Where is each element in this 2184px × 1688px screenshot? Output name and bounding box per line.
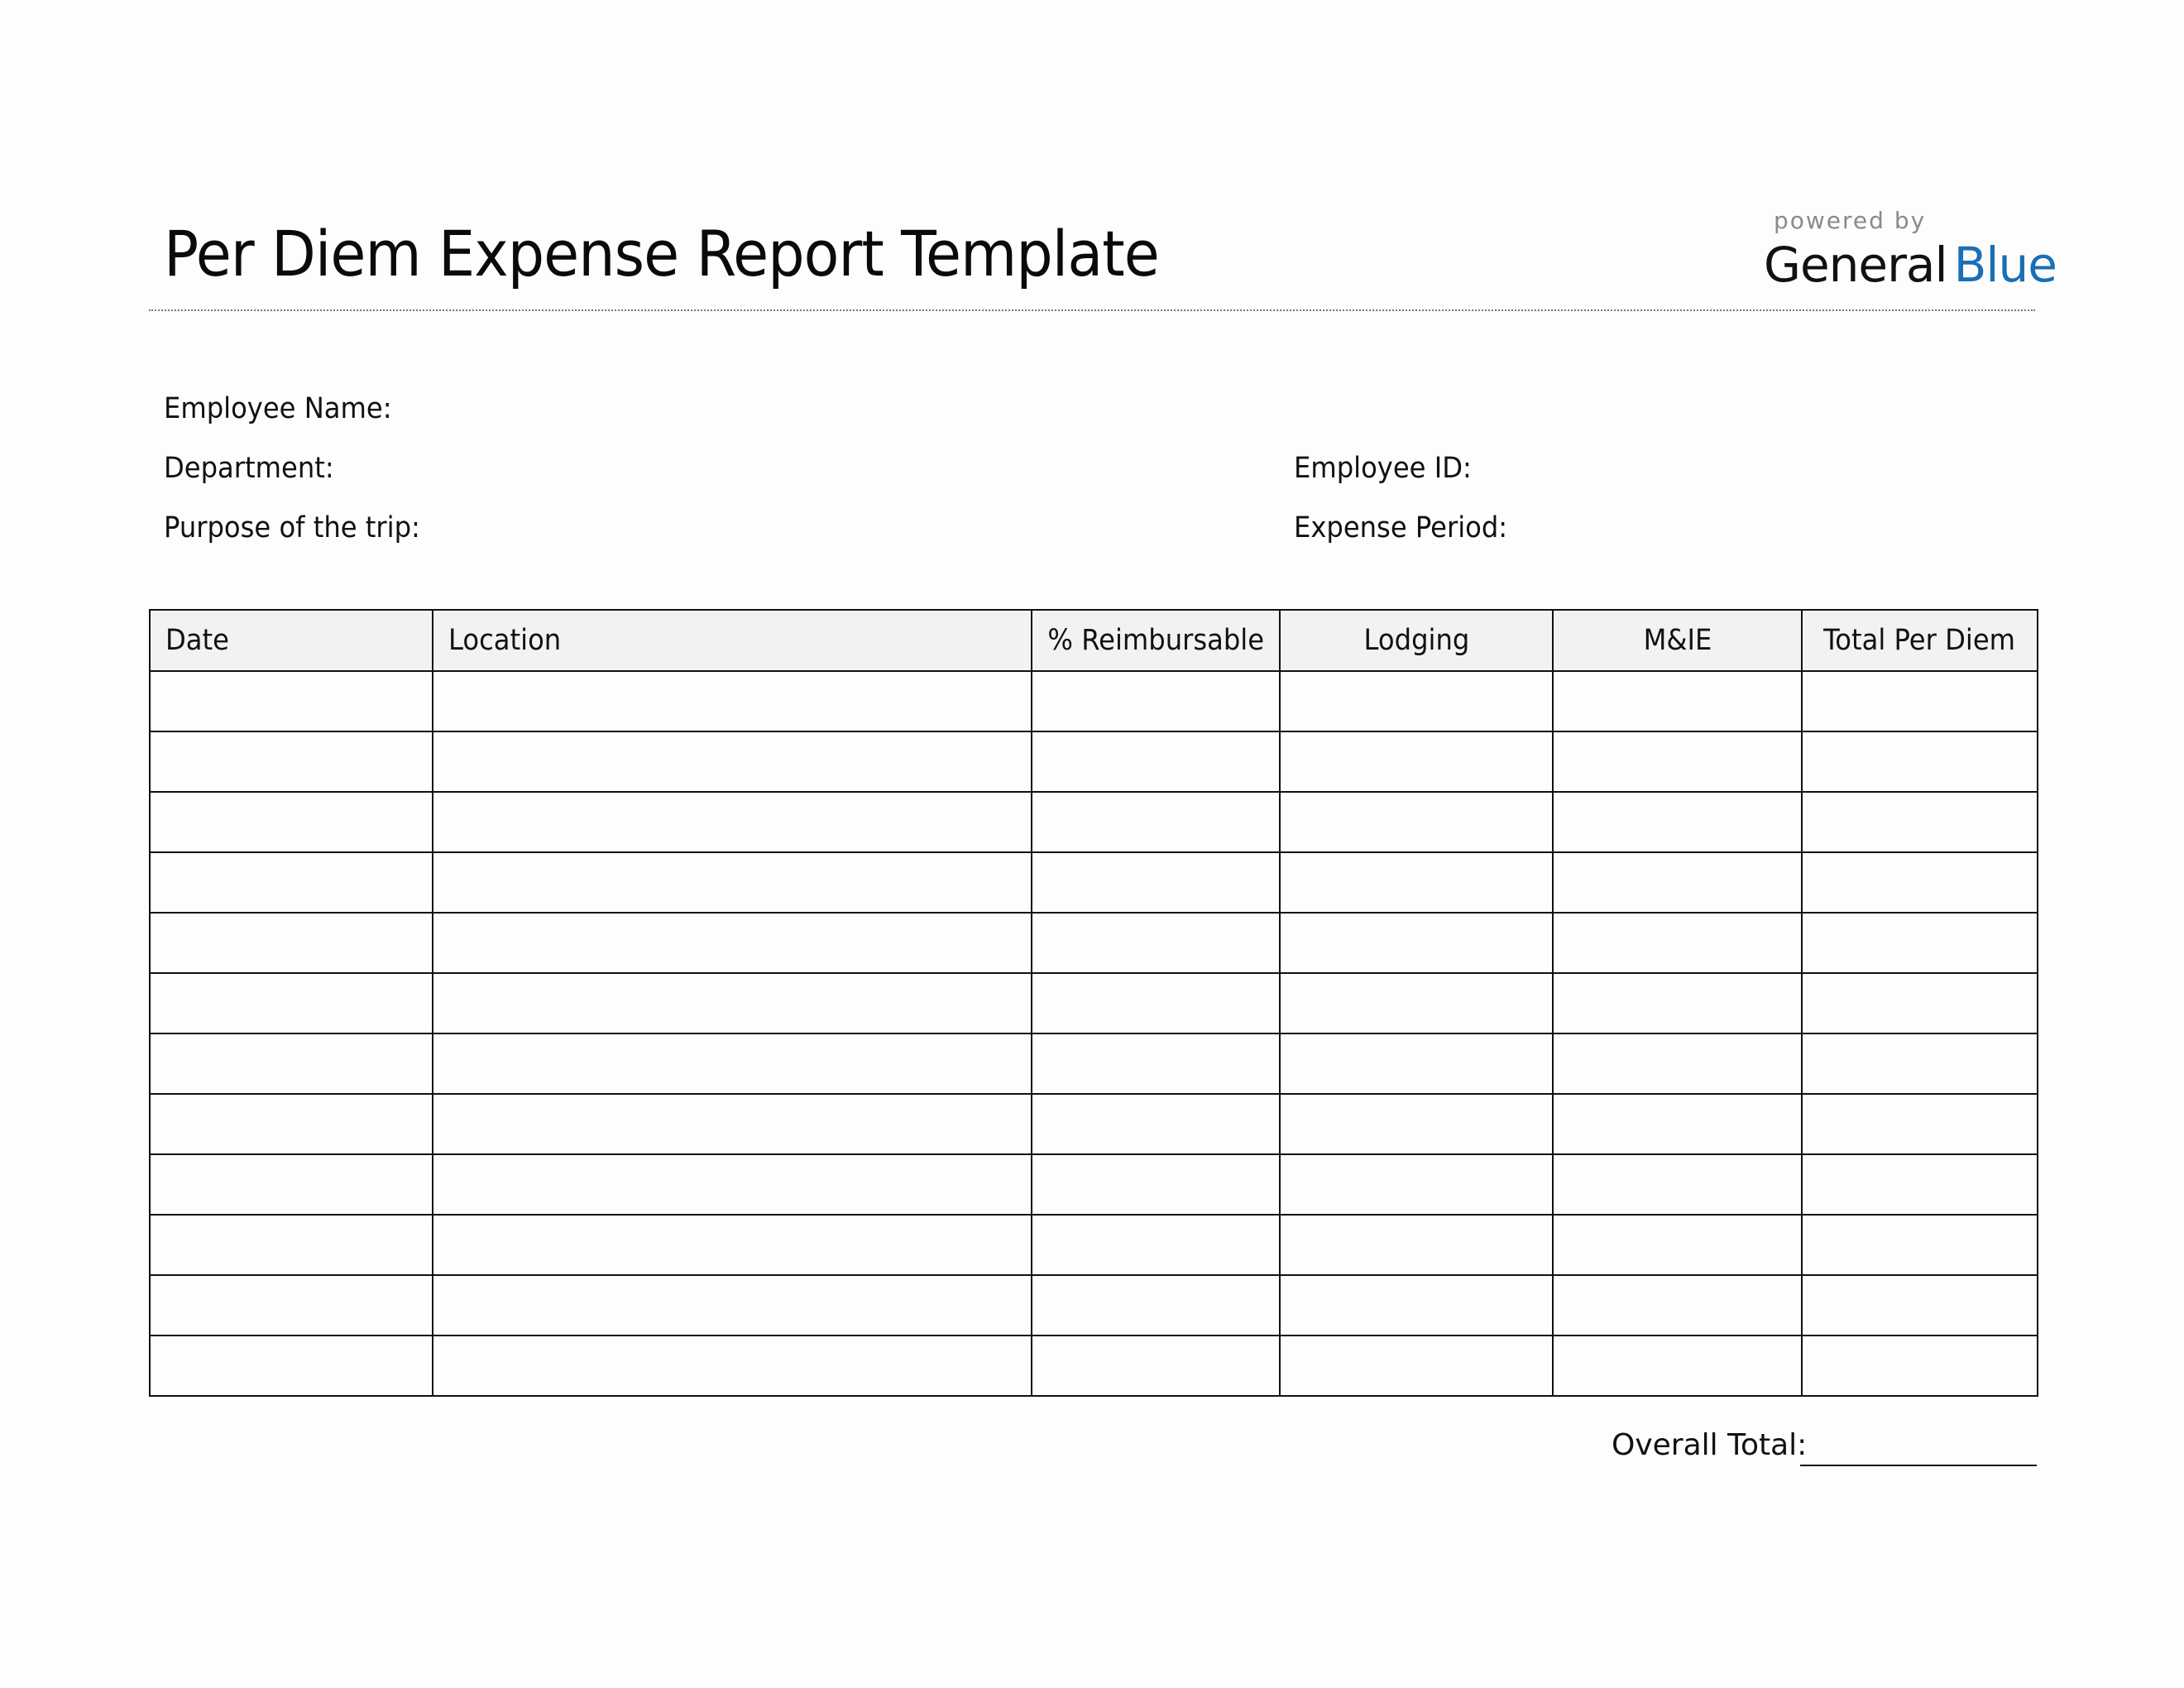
cell-lodging[interactable] — [1280, 1094, 1553, 1154]
cell-date[interactable] — [150, 1215, 433, 1275]
brand-name-general: General — [1764, 237, 1947, 293]
cell-reimbursable[interactable] — [1032, 1275, 1280, 1336]
cell-date[interactable] — [150, 731, 433, 792]
column-header-location: Location — [433, 610, 1032, 671]
cell-reimbursable[interactable] — [1032, 852, 1280, 913]
cell-lodging[interactable] — [1280, 1275, 1553, 1336]
column-header-total-per-diem: Total Per Diem — [1802, 610, 2038, 671]
table-row — [150, 1336, 2038, 1396]
cell-total-per-diem[interactable] — [1802, 1275, 2038, 1336]
cell-lodging[interactable] — [1280, 852, 1553, 913]
cell-location[interactable] — [433, 671, 1032, 731]
cell-date[interactable] — [150, 1336, 433, 1396]
cell-date[interactable] — [150, 671, 433, 731]
cell-reimbursable[interactable] — [1032, 973, 1280, 1033]
cell-mie[interactable] — [1553, 1154, 1802, 1215]
cell-total-per-diem[interactable] — [1802, 973, 2038, 1033]
cell-lodging[interactable] — [1280, 731, 1553, 792]
cell-mie[interactable] — [1553, 1094, 1802, 1154]
cell-location[interactable] — [433, 973, 1032, 1033]
expense-period-label: Expense Period: — [1294, 511, 1508, 544]
cell-total-per-diem[interactable] — [1802, 1094, 2038, 1154]
cell-date[interactable] — [150, 1275, 433, 1336]
cell-location[interactable] — [433, 731, 1032, 792]
title-divider — [149, 309, 2035, 311]
page-title: Per Diem Expense Report Template — [164, 217, 1159, 290]
cell-date[interactable] — [150, 1094, 433, 1154]
employee-name-label: Employee Name: — [164, 392, 392, 425]
cell-date[interactable] — [150, 913, 433, 973]
powered-by-label: powered by — [1774, 207, 1927, 234]
cell-mie[interactable] — [1553, 913, 1802, 973]
expense-table — [149, 609, 2038, 1397]
column-header-reimbursable: % Reimbursable — [1032, 610, 1280, 671]
cell-lodging[interactable] — [1280, 1154, 1553, 1215]
cell-mie[interactable] — [1553, 1033, 1802, 1094]
cell-mie[interactable] — [1553, 973, 1802, 1033]
table-row — [150, 852, 2038, 913]
cell-date[interactable] — [150, 973, 433, 1033]
cell-lodging[interactable] — [1280, 913, 1553, 973]
column-header-lodging: Lodging — [1280, 610, 1553, 671]
cell-location[interactable] — [433, 852, 1032, 913]
employee-id-label: Employee ID: — [1294, 452, 1472, 485]
cell-lodging[interactable] — [1280, 1336, 1553, 1396]
department-label: Department: — [164, 452, 334, 485]
cell-location[interactable] — [433, 1215, 1032, 1275]
table-row — [150, 1275, 2038, 1336]
brand-name-blue: Blue — [1953, 237, 2057, 293]
cell-date[interactable] — [150, 1154, 433, 1215]
cell-mie[interactable] — [1553, 1336, 1802, 1396]
table-row — [150, 1094, 2038, 1154]
cell-total-per-diem[interactable] — [1802, 1154, 2038, 1215]
cell-total-per-diem[interactable] — [1802, 913, 2038, 973]
overall-total-field[interactable] — [1800, 1465, 2037, 1466]
cell-lodging[interactable] — [1280, 1215, 1553, 1275]
cell-mie[interactable] — [1553, 671, 1802, 731]
table-row — [150, 1215, 2038, 1275]
cell-total-per-diem[interactable] — [1802, 1033, 2038, 1094]
table-row — [150, 1033, 2038, 1094]
cell-total-per-diem[interactable] — [1802, 671, 2038, 731]
cell-location[interactable] — [433, 913, 1032, 973]
cell-location[interactable] — [433, 1154, 1032, 1215]
cell-location[interactable] — [433, 1033, 1032, 1094]
cell-reimbursable[interactable] — [1032, 1033, 1280, 1094]
cell-total-per-diem[interactable] — [1802, 852, 2038, 913]
table-row — [150, 913, 2038, 973]
brand-name — [1764, 237, 2057, 293]
cell-reimbursable[interactable] — [1032, 792, 1280, 852]
cell-reimbursable[interactable] — [1032, 1094, 1280, 1154]
overall-total-label: Overall Total: — [1612, 1428, 1808, 1462]
cell-mie[interactable] — [1553, 792, 1802, 852]
cell-location[interactable] — [433, 792, 1032, 852]
table-header-row — [150, 610, 2038, 671]
cell-lodging[interactable] — [1280, 973, 1553, 1033]
cell-date[interactable] — [150, 852, 433, 913]
column-header-mie: M&IE — [1553, 610, 1802, 671]
cell-mie[interactable] — [1553, 852, 1802, 913]
cell-total-per-diem[interactable] — [1802, 731, 2038, 792]
cell-mie[interactable] — [1553, 1275, 1802, 1336]
cell-location[interactable] — [433, 1094, 1032, 1154]
cell-reimbursable[interactable] — [1032, 671, 1280, 731]
cell-reimbursable[interactable] — [1032, 731, 1280, 792]
cell-reimbursable[interactable] — [1032, 1336, 1280, 1396]
cell-lodging[interactable] — [1280, 671, 1553, 731]
table-row — [150, 731, 2038, 792]
cell-date[interactable] — [150, 792, 433, 852]
cell-reimbursable[interactable] — [1032, 1215, 1280, 1275]
cell-location[interactable] — [433, 1275, 1032, 1336]
table-row — [150, 1154, 2038, 1215]
cell-total-per-diem[interactable] — [1802, 1215, 2038, 1275]
cell-total-per-diem[interactable] — [1802, 792, 2038, 852]
cell-date[interactable] — [150, 1033, 433, 1094]
table-row — [150, 671, 2038, 731]
table-row — [150, 973, 2038, 1033]
table-row — [150, 792, 2038, 852]
purpose-label: Purpose of the trip: — [164, 511, 420, 544]
cell-location[interactable] — [433, 1336, 1032, 1396]
column-header-date: Date — [150, 610, 433, 671]
cell-reimbursable[interactable] — [1032, 913, 1280, 973]
cell-mie[interactable] — [1553, 731, 1802, 792]
cell-lodging[interactable] — [1280, 792, 1553, 852]
cell-total-per-diem[interactable] — [1802, 1336, 2038, 1396]
cell-mie[interactable] — [1553, 1215, 1802, 1275]
cell-lodging[interactable] — [1280, 1033, 1553, 1094]
cell-reimbursable[interactable] — [1032, 1154, 1280, 1215]
